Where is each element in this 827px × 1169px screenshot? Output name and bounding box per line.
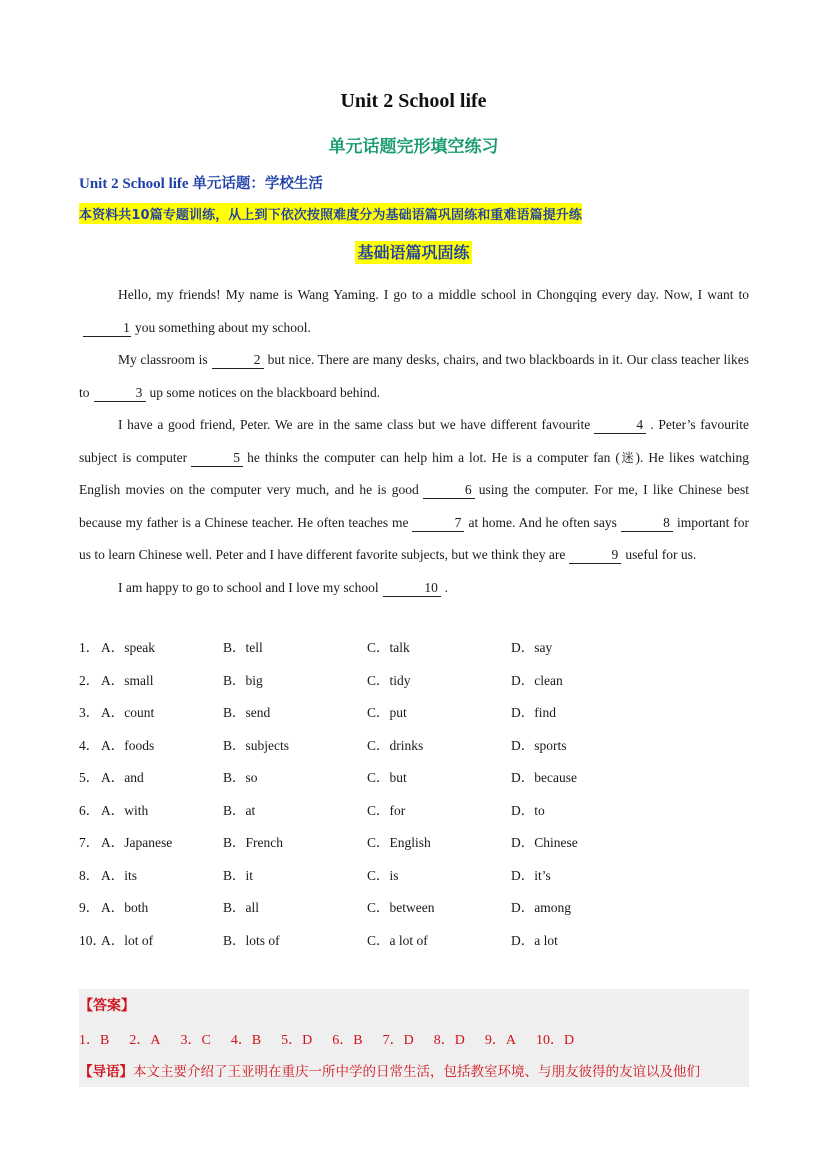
option-b: B．at [223, 802, 256, 818]
option-d: D．because [511, 770, 577, 785]
option-row: 10． A．lot of B．lots of C．a lot of D．a lot [79, 925, 759, 958]
blank-10: 10 [383, 579, 441, 597]
option-b: B．all [223, 900, 259, 915]
blank-9: 9 [569, 546, 621, 564]
option-row: 8． A．its B．it C．is D．it’s [79, 860, 759, 893]
lead-content: 本文主要介绍了王亚明在重庆一所中学的日常生活，包括教室环境、与朋友彼得的友谊以及他们 [133, 1064, 700, 1080]
option-b: B．French [223, 835, 283, 850]
option-row: 1． A．speak B．tell C．talk D．say [79, 632, 759, 665]
blank-4: 4 [594, 416, 646, 434]
option-b: B．subjects [223, 737, 289, 753]
cloze-passage [79, 279, 749, 604]
option-d: D．to [511, 802, 545, 818]
option-a: A．Japanese [101, 835, 173, 850]
answer-item: 1．B [79, 1033, 110, 1048]
option-d: D．among [511, 900, 571, 915]
option-c: C．for [367, 802, 406, 818]
option-d: D．a lot [511, 932, 558, 948]
option-a: A．foods [101, 737, 155, 753]
answer-item: 7．D [382, 1033, 414, 1048]
lead-label: 【导语】 [79, 1064, 133, 1080]
blank-2: 2 [212, 351, 264, 369]
topic-line [79, 172, 323, 193]
option-c: C．is [367, 867, 399, 883]
blank-5: 5 [191, 449, 243, 467]
option-c: C．put [367, 705, 407, 720]
blank-6: 6 [423, 481, 475, 499]
topic-chinese: 单元话题：学校生活 [192, 176, 323, 192]
answer-item: 10．D [536, 1033, 575, 1048]
option-b: B．send [223, 705, 271, 720]
answer-item: 8．D [433, 1033, 465, 1048]
option-a: A．lot of [101, 932, 154, 948]
option-d: D．find [511, 705, 556, 720]
option-row: 4． A．foods B．subjects C．drinks D．sports [79, 730, 759, 763]
answer-item: 2．A [129, 1033, 161, 1048]
page-subtitle: 单元话题完形填空练习 [328, 137, 499, 157]
paragraph-3: I have a good friend, Peter. We are in the same class but we have different favourite 4 . Peter’s favourite subject is computer 5 he thinks the computer can help him a lot. He is a computer fan (迷). He likes watching English movies on the computer very much, and he is good 6 using the computer. For me, I like Chinese best because my father is a Chinese teacher. He often teaches me 7 at home. And he often says 8 important for us to learn Chinese well. Peter and I have different favorite subjects, but we think they are 9 useful for us. [79, 417, 749, 562]
lead-text [79, 1060, 751, 1080]
blank-3: 3 [94, 384, 146, 402]
option-c: C．talk [367, 640, 410, 655]
option-c: C．a lot of [367, 932, 428, 948]
option-row: 9． A．both B．all C．between D．among [79, 892, 759, 925]
option-b: B．so [223, 770, 258, 785]
option-a: A．its [101, 867, 138, 883]
blank-7: 7 [412, 514, 464, 532]
options-list [79, 632, 759, 957]
option-a: A．small [101, 672, 154, 688]
answer-item: 5．D [281, 1033, 313, 1048]
option-row: 6． A．with B．at C．for D．to [79, 795, 759, 828]
topic-english: Unit 2 School life [79, 176, 189, 192]
option-a: A．speak [101, 640, 155, 655]
option-c: C．between [367, 900, 435, 915]
option-c: C．drinks [367, 737, 424, 753]
option-c: C．English [367, 835, 431, 850]
paragraph-1: Hello, my friends! My name is Wang Yaming. I go to a middle school in Chongqing every day. Now, I want to1 you something about my school. [79, 279, 749, 344]
option-b: B．lots of [223, 932, 280, 948]
section-heading-text: 基础语篇巩固练 [357, 243, 470, 262]
answer-item: 4．B [230, 1033, 262, 1048]
paragraph-4: I am happy to go to school and I love my school 10 . [118, 579, 448, 595]
option-a: A．count [101, 705, 155, 720]
option-b: B．it [223, 867, 254, 883]
blank-8: 8 [621, 514, 673, 532]
option-a: A．with [101, 802, 149, 818]
option-d: D．it’s [511, 867, 551, 883]
option-c: C．but [367, 770, 407, 785]
notice-highlight: 本资料共10篇专题训练，从上到下依次按照难度分为基础语篇巩固练和重难语篇提升练 [79, 203, 582, 224]
option-a: A．both [101, 900, 149, 915]
answer-label: 【答案】 [79, 998, 135, 1014]
option-row: 7． A．Japanese B．French C．English D．Chinese [79, 827, 759, 860]
option-d: D．Chinese [511, 835, 578, 850]
answer-box [79, 989, 749, 1087]
option-d: D．sports [511, 737, 567, 753]
option-row: 2． A．small B．big C．tidy D．clean [79, 665, 759, 698]
option-c: C．tidy [367, 672, 411, 688]
answer-item: 9．A [484, 1033, 516, 1048]
section-heading [0, 240, 827, 263]
answer-list [79, 1029, 594, 1049]
answer-item: 6．B [332, 1033, 363, 1048]
option-row: 5． A．and B．so C．but D．because [79, 762, 759, 795]
paragraph-2: My classroom is 2 but nice. There are many desks, chairs, and two blackboards in it. Our class teacher likes to 3 up some notices on the blackboard behind. [79, 352, 750, 400]
option-d: D．clean [511, 672, 563, 688]
option-d: D．say [511, 640, 553, 655]
blank-1: 1 [83, 319, 131, 337]
answer-item: 3．C [180, 1033, 211, 1048]
page-title: Unit 2 School life [340, 90, 487, 112]
option-b: B．tell [223, 640, 263, 655]
option-b: B．big [223, 672, 263, 688]
option-row: 3． A．count B．send C．put D．find [79, 697, 759, 730]
option-a: A．and [101, 770, 144, 785]
